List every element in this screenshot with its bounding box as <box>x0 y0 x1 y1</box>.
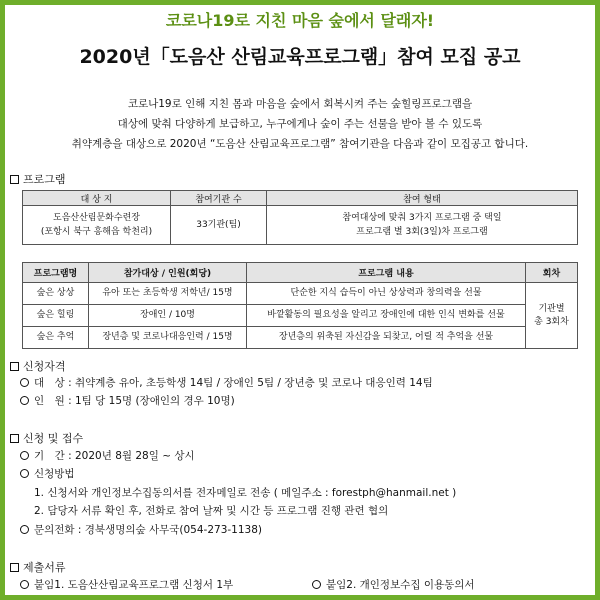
intro-line-3: 취약계층을 대상으로 2020년 “도음산 산림교육프로그램” 참여기관을 다음과 같이 모집공고 합니다. <box>71 138 529 150</box>
qualification-target: 대 상 : 취약계층 유아, 초등학생 14팀 / 장애인 5팀 / 장년층 및 코로나 대응인력 14팀 <box>20 375 433 390</box>
section-heading-qualification: 신청자격 <box>10 358 66 374</box>
cell-site: 도음산산림문화수련장 (포항시 북구 흥해읍 학천리) <box>23 206 171 245</box>
section-heading-documents: 제출서류 <box>10 559 66 575</box>
checkbox-square-icon <box>10 175 19 184</box>
table-row <box>23 206 578 245</box>
cell-program-name: 숲은 상상 <box>23 283 89 305</box>
intro-line-2: 대상에 맞춰 다양하게 보급하고, 누구에게나 숲이 주는 선물을 받아 볼 수 있도록 <box>117 118 483 130</box>
table-header-row <box>23 263 578 283</box>
table-row <box>23 305 578 327</box>
application-step-2: 2. 담당자 서류 확인 후, 전화로 참여 날짜 및 시간 등 프로그램 진행 관련 협의 <box>34 505 389 517</box>
cell-content: 장년층의 위축된 자신감을 되찾고, 어릴 적 추억을 선물 <box>247 327 526 349</box>
header-site: 대 상 지 <box>23 191 171 206</box>
slogan-banner: 코로나19로 지친 마음 숲에서 달래자! <box>165 11 435 30</box>
application-contact: 문의전화 : 경북생명의숲 사무국(054-273-1138) <box>20 522 262 537</box>
header-program-name: 프로그램명 <box>23 263 89 283</box>
checkbox-square-icon <box>10 563 19 572</box>
cell-form: 참여대상에 맞춰 3가지 프로그램 중 택일 프로그램 별 3회(3일)차 프로그램 <box>267 206 578 245</box>
header-rounds: 회차 <box>526 263 578 283</box>
application-period: 기 간 : 2020년 8월 28일 ~ 상시 <box>20 448 195 463</box>
circle-bullet-icon <box>20 469 29 478</box>
application-step-1: 1. 신청서와 개인정보수집동의서를 전자메일로 전송 ( 메일주소 : forestph@hanmail.net ) <box>34 487 457 499</box>
circle-bullet-icon <box>20 378 29 387</box>
cell-content: 단순한 지식 습득이 아닌 상상력과 창의력을 선물 <box>247 283 526 305</box>
document-1: 붙임1. 도음산산림교육프로그램 신청서 1부 <box>20 577 233 592</box>
circle-bullet-icon <box>20 396 29 405</box>
page-title: 2020년「도음산 산림교육프로그램」참여 모집 공고 <box>79 46 521 68</box>
cell-target: 유아 또는 초등학생 저학년/ 15명 <box>89 283 247 305</box>
section-heading-application: 신청 및 접수 <box>10 430 83 446</box>
circle-bullet-icon <box>20 580 29 589</box>
section-heading-program: 프로그램 <box>10 171 66 187</box>
checkbox-square-icon <box>10 434 19 443</box>
table-row <box>23 283 578 305</box>
application-method: 신청방법 <box>20 466 75 481</box>
cell-content: 바깥활동의 필요성을 알리고 장애인에 대한 인식 변화를 선물 <box>247 305 526 327</box>
circle-bullet-icon <box>20 525 29 534</box>
circle-bullet-icon <box>312 580 321 589</box>
program-overview-table <box>22 190 578 245</box>
cell-target: 장년층 및 코로나대응인력 / 15명 <box>89 327 247 349</box>
intro-paragraph <box>10 94 590 154</box>
header-count: 참여기관 수 <box>171 191 267 206</box>
checkbox-square-icon <box>10 362 19 371</box>
cell-rounds: 기관별 총 3회차 <box>526 283 578 349</box>
cell-count: 33기관(팀) <box>171 206 267 245</box>
document-2: 붙임2. 개인정보수집 이용동의서 <box>312 577 475 592</box>
cell-program-name: 숲은 추억 <box>23 327 89 349</box>
qualification-people: 인 원 : 1팀 당 15명 (장애인의 경우 10명) <box>20 393 235 408</box>
program-detail-table <box>22 262 578 349</box>
header-content: 프로그램 내용 <box>247 263 526 283</box>
cell-program-name: 숲은 힐링 <box>23 305 89 327</box>
cell-target: 장애인 / 10명 <box>89 305 247 327</box>
circle-bullet-icon <box>20 451 29 460</box>
header-form: 참여 형태 <box>267 191 578 206</box>
table-header-row <box>23 191 578 206</box>
table-row <box>23 327 578 349</box>
header-target: 참가대상 / 인원(회당) <box>89 263 247 283</box>
intro-line-1: 코로나19로 인해 지친 몸과 마음을 숲에서 회복시켜 주는 숲힐링프로그램을 <box>127 98 473 110</box>
